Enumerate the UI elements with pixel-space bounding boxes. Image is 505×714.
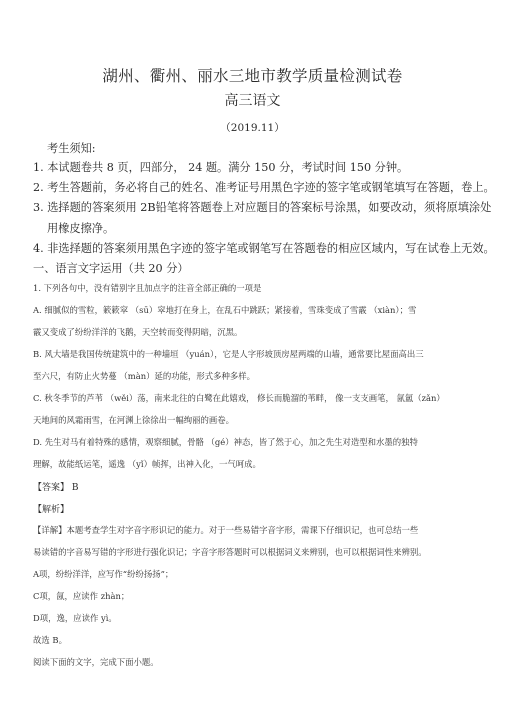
exam-subtitle: 高三语文 bbox=[224, 93, 281, 109]
option-a-line1: A. 细腻似的雪粒，簌簌窣 （sū）窣地打在身上，在乱石中跳跃；紧接着，雪珠变成了雪霰 （xiàn）；雪 bbox=[33, 305, 417, 315]
analysis-line-6: 故选 B。 bbox=[33, 635, 67, 645]
notice-item-3: 3. 选择题的答案须用 2B铅笔将答题卷上对应题目的答案标号涂黑，如要改动，须将原填涂处 bbox=[33, 201, 492, 214]
answer-label: 【答案】 B bbox=[33, 483, 79, 493]
option-b-line1: B. 风大墙是我国传统建筑中的一种墙垣 （yuán），它是人字形坡顶房屋两端的山墙，通常要比屋面高出三 bbox=[33, 349, 424, 359]
notice-item-3-cont: 用橡皮擦净。 bbox=[47, 222, 115, 235]
option-c-line1: C. 秋冬季节的芦苇 （wěi）荡，南来北往的白鹭在此嬉戏， 修长而脆溜的苇畔， 像一支支画笔， 氤氲（zǎn） bbox=[33, 393, 445, 403]
analysis-label: 【解析】 bbox=[33, 505, 70, 515]
option-b-line2: 至六尺，有防止火势蔓 （màn）延的功能，形式多种多样。 bbox=[33, 371, 255, 381]
option-d-line1: D. 先生对马有着特殊的感情，观察细腻，骨骼 （gé）神态，皆了然于心，加之先生对造型和水墨的独特 bbox=[33, 437, 418, 447]
analysis-line-1: 【详解】本题考查学生对字音字形识记的能力。对于一些易错字音字形，需课下仔细识记，也可总结一些 bbox=[33, 525, 419, 535]
question-stem: 1. 下列各句中，没有错别字且加点字的注音全部正确的一项是 bbox=[33, 283, 262, 293]
option-a-line2: 霰又变成了纷纷洋洋的飞鹅，天空转而变得阴暗，沉黑。 bbox=[33, 327, 243, 337]
exam-year: （2019.11） bbox=[220, 122, 285, 134]
exam-title: 湖州、衢州、丽水三地市教学质量检测试卷 bbox=[102, 67, 403, 85]
analysis-line-2: 易读错的字音易写错的字形进行强化识记；字音字形答题时可以根据词义来辨别，也可以根据词性来辨别。 bbox=[33, 547, 427, 557]
notice-item-2: 2. 考生答题前，务必将自己的姓名、准考证号用黑色字迹的签字笔或钢笔填写在答题，卷上。 bbox=[33, 181, 495, 194]
option-c-line2: 天地间的风霜雨雪，在河渊上徐徐出一幅绚丽的画卷。 bbox=[33, 415, 234, 425]
section-heading: 一、语言文字运用（共 20 分） bbox=[33, 262, 189, 275]
option-d-line2: 理解，故能纸运笔，遥逸 （yǐ）帧挥，出神入化，一气呵成。 bbox=[33, 459, 261, 469]
analysis-line-7: 阅读下面的文字，完成下面小题。 bbox=[33, 657, 159, 667]
notice-header: 考生须知: bbox=[47, 142, 96, 155]
notice-item-1: 1. 本试题卷共 8 页，四部分， 24 题。满分 150 分，考试时间 150 分钟。 bbox=[33, 161, 409, 174]
notice-item-4: 4. 非选择题的答案须用黑色字迹的签字笔或钢笔写在答题卷的相应区域内，写在试卷上无效。 bbox=[33, 242, 495, 255]
analysis-line-5: D项，逸，应读作 yì。 bbox=[33, 613, 117, 623]
analysis-line-3: A项，纷纷洋洋，应写作“纷纷扬扬”； bbox=[33, 569, 174, 579]
analysis-line-4: C项，氤，应读作 zhàn； bbox=[33, 591, 130, 601]
